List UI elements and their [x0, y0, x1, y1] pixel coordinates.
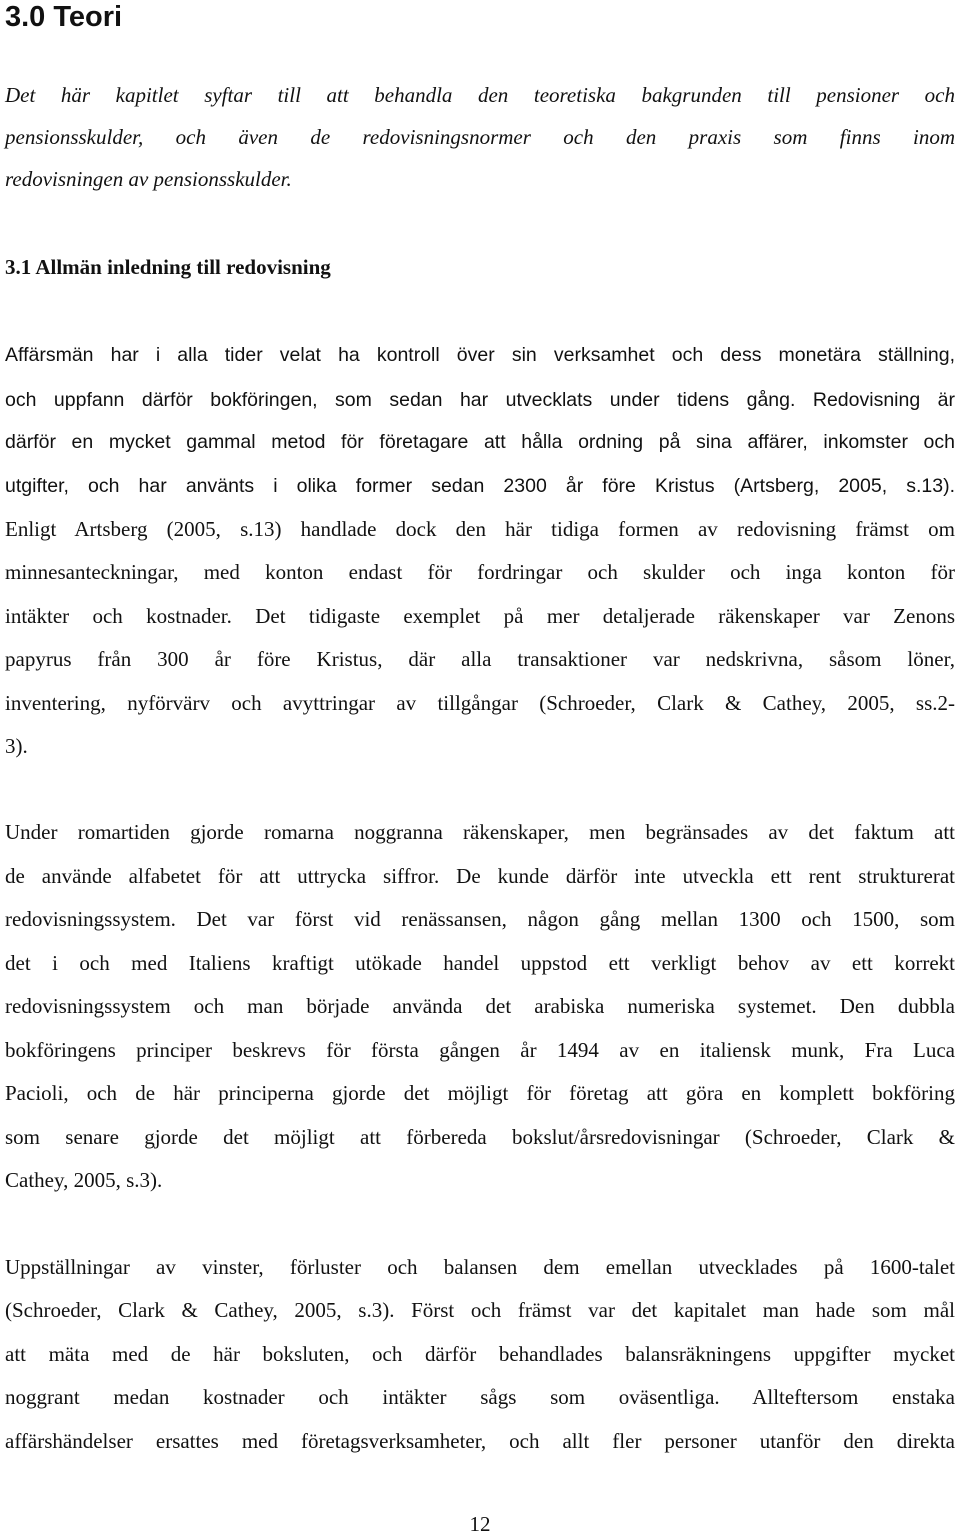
paragraph-line: intäkter och kostnader. Det tidigaste exemplet på mer detaljerade räkenskaper var Zenons	[5, 604, 955, 628]
paragraph-line: det i och med Italiens kraftigt utökade handel uppstod ett verkligt behov av ett korrekt	[5, 951, 955, 975]
paragraph-line: utgifter, och har använts i olika former sedan 2300 år före Kristus (Artsberg, 2005, s.13).	[5, 475, 955, 497]
paragraph-line: affärshändelser ersattes med företagsverksamheter, och allt fler personer utanför den direkta	[5, 1429, 955, 1453]
paragraph-line: minnesanteckningar, med konton endast för fordringar och skulder och inga konton för	[5, 560, 955, 584]
intro-line: redovisningen av pensionsskulder.	[5, 167, 292, 191]
paragraph-line: (Schroeder, Clark & Cathey, 2005, s.3). Först och främst var det kapitalet man hade som mål	[5, 1298, 955, 1322]
intro-line: Det här kapitlet syftar till att behandla den teoretiska bakgrunden till pensioner och	[5, 83, 955, 107]
paragraph-line: redovisningssystem. Det var först vid renässansen, någon gång mellan 1300 och 1500, som	[5, 907, 955, 931]
intro-line: pensionsskulder, och även de redovisningsnormer och den praxis som finns inom	[5, 125, 955, 149]
paragraph-line: Affärsmän har i alla tider velat ha kontroll över sin verksamhet och dess monetära ställning,	[5, 344, 955, 366]
chapter-title: 3.0 Teori	[5, 1, 123, 33]
paragraph-line: redovisningssystem och man började använda det arabiska numeriska systemet. Den dubbla	[5, 994, 955, 1018]
paragraph-line: noggrant medan kostnader och intäkter sågs som oväsentliga. Allteftersom enstaka	[5, 1385, 955, 1409]
paragraph-line: 3).	[5, 734, 28, 758]
paragraph-line: Pacioli, och de här principerna gjorde det möjligt för företag att göra en komplett bokföring	[5, 1081, 955, 1105]
paragraph-line: de använde alfabetet för att uttrycka siffror. De kunde därför inte utveckla ett rent strukturerat	[5, 864, 955, 888]
paragraph-line	[5, 384, 955, 414]
paragraph-line: Cathey, 2005, s.3).	[5, 1168, 163, 1192]
page-number: 12	[469, 1512, 491, 1536]
paragraph-line: papyrus från 300 år före Kristus, där alla transaktioner var nedskrivna, såsom löner,	[5, 647, 955, 671]
paragraph-line: därför en mycket gammal metod för företagare att hålla ordning på sina affärer, inkomster och	[5, 431, 955, 453]
section-heading: 3.1 Allmän inledning till redovisning	[5, 255, 331, 279]
paragraph-line-text: och uppfann därför bokföringen, som sedan har utvecklats under tidens gång. Redovisning är	[5, 389, 955, 411]
paragraph-line: Uppställningar av vinster, förluster och balansen dem emellan utvecklades på 1600-talet	[5, 1255, 955, 1279]
paragraph-line: att mäta med de här boksluten, och därför behandlades balansräkningens uppgifter mycket	[5, 1342, 955, 1366]
paragraph-line: bokföringens principer beskrevs för första gången år 1494 av en italiensk munk, Fra Luca	[5, 1038, 955, 1062]
paragraph-line: Under romartiden gjorde romarna noggranna räkenskaper, men begränsades av det faktum att	[5, 820, 955, 844]
paragraph-line: Enligt Artsberg (2005, s.13) handlade dock den här tidiga formen av redovisning främst om	[5, 517, 955, 541]
paragraph-line: som senare gjorde det möjligt att förbereda bokslut/årsredovisningar (Schroeder, Clark &	[5, 1125, 955, 1149]
paragraph-line: inventering, nyförvärv och avyttringar av tillgångar (Schroeder, Clark & Cathey, 2005, ss.2-	[5, 691, 955, 715]
